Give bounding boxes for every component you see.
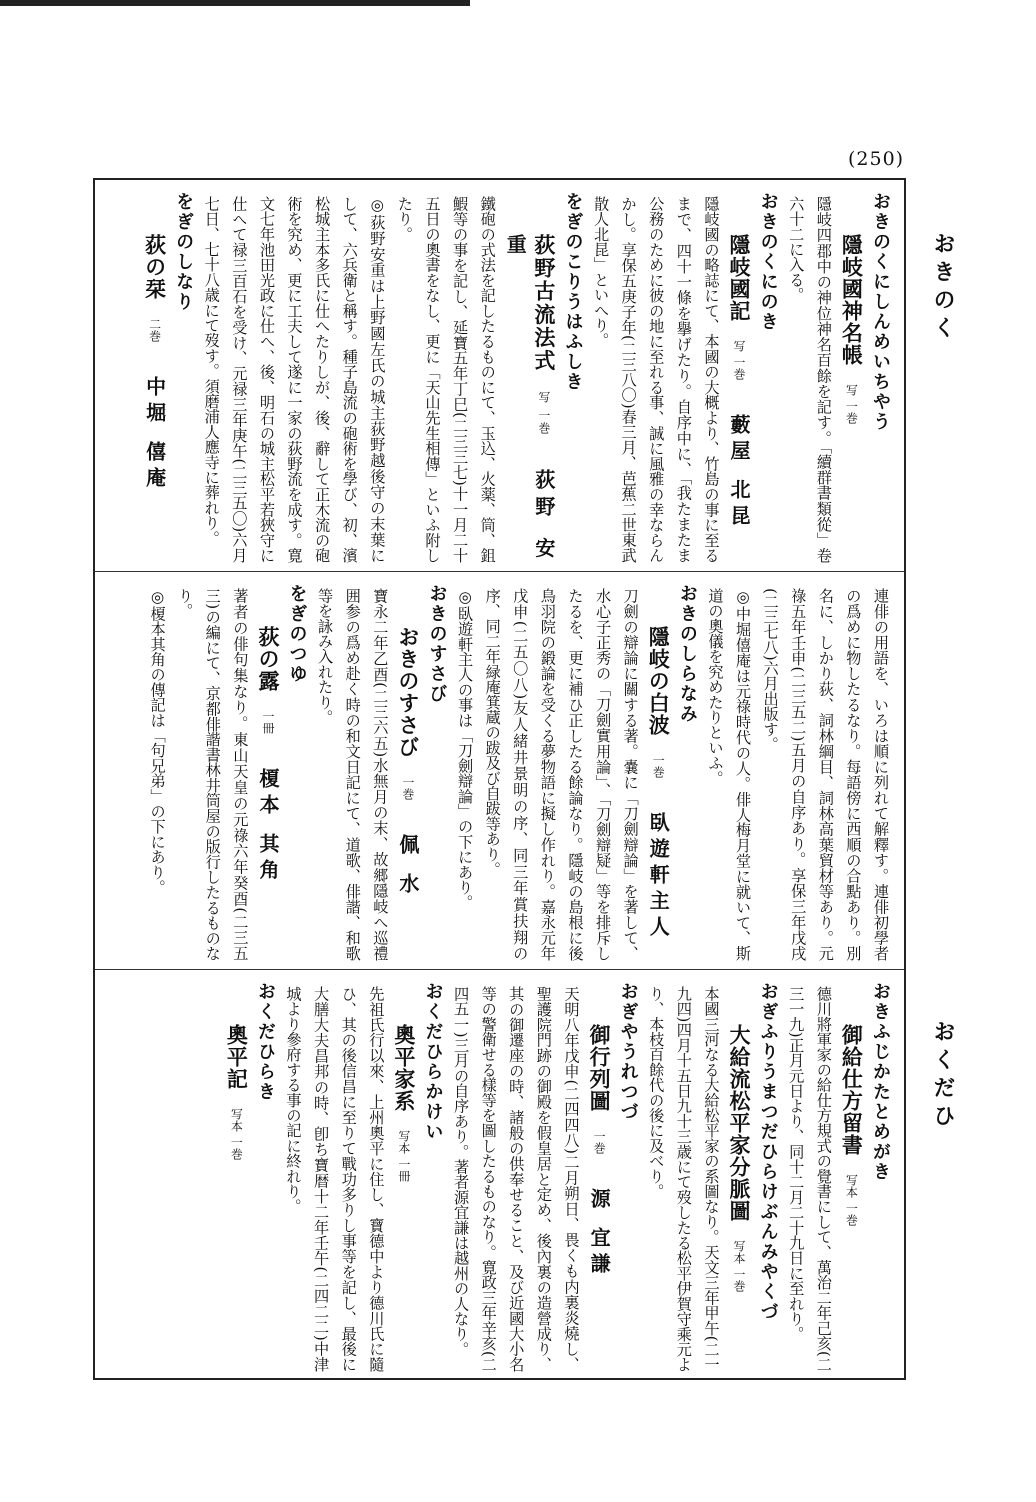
running-head-top: おきのく xyxy=(930,232,956,344)
entry-heading: おぎふりうまつだひらけぶんみやくづ xyxy=(757,982,779,1322)
entry-title-row xyxy=(253,584,282,961)
entry-title: 荻野古流法式 xyxy=(531,234,557,373)
entry-heading: おきのくにしんめいちやう xyxy=(870,192,891,432)
entry-meta: 一巻 xyxy=(400,776,415,800)
entry-title-row xyxy=(501,192,558,563)
entry-meta: 二巻 xyxy=(147,318,162,342)
entry-title-row xyxy=(724,982,753,1372)
entry-author: 榎本 其角 xyxy=(255,768,280,885)
tier-3 xyxy=(95,970,904,1380)
entry-meta: 写本 一冊 xyxy=(396,1130,411,1182)
entry-title-row xyxy=(837,192,866,563)
entry-meta: 写本 一巻 xyxy=(844,1174,859,1226)
tier-1 xyxy=(95,180,904,572)
entry-heading: おくだひらかけい xyxy=(422,982,444,1142)
entry-body: 鐵砲の式法を記したるものにて、玉込、火薬、筒、鉏鰕等の事を記し、延寶五年丁巳(二三三七)十一月二十五日の奧書をなし、更に「天山先生相傳」といふ附したり。 xyxy=(395,196,497,563)
top-rule xyxy=(0,0,470,6)
entry-meta: 写本 一巻 xyxy=(229,1108,244,1160)
entry-body: 德川將軍家の給仕方規式の覺書にして、萬治二年己亥(二三一九)正月元日より、同十二月二十九日に至れり。 xyxy=(787,986,833,1372)
entry-heading: をぎのしなり xyxy=(173,192,195,312)
entry-meta: 写本 一巻 xyxy=(732,1240,747,1292)
entry-title: 隱岐國記 xyxy=(727,234,753,322)
entry-author: 中堀 僖庵 xyxy=(142,376,167,493)
entry-author: 荻野 安重 xyxy=(503,234,556,563)
entry-author: 藪屋 北昆 xyxy=(727,413,752,531)
entry-heading: おきのしらなみ xyxy=(676,584,698,724)
entry-title: 荻の露 xyxy=(255,626,281,692)
tier-1-text xyxy=(95,180,904,571)
entry-meta: 写 一巻 xyxy=(844,384,859,424)
entry-title: 奧平記 xyxy=(224,1024,250,1090)
entry-meta: 一冊 xyxy=(260,710,275,734)
entry-title: 御給仕方留書 xyxy=(839,1024,865,1156)
running-head-bottom: おくだひ xyxy=(930,1020,956,1132)
entry-author: 源 宜謙 xyxy=(587,1188,612,1279)
entry-title: 御行列圖 xyxy=(587,1024,613,1112)
entry-body: 刀劍の辯論に關する著。嚢に「刀劍辯論」を著して、水心子正秀の「刀劍實用論」、「刀劍辯疑」等を排斥したるを、更に補ひ正したる餘論なり。隱岐の島根に後鳥羽院の鍛論を受くる夢物語に擬し作れり。嘉永元年戊申(二五〇八)友人緒井景明の序、同三年賞扶翔の序、同二年緑庵箕蔵の跋及び自跋等あり。 xyxy=(483,588,640,961)
tier-2-text xyxy=(95,572,904,969)
entry-title-row xyxy=(393,584,422,961)
entry-title: 隱岐國神名帳 xyxy=(839,234,865,366)
entry-note: ◎臥遊軒主人の事は「刀劍辯論」の下にあり。 xyxy=(456,588,475,910)
entry-body: 本國三河なる大給松平家の系圖なり。天文三年甲午(二一九四)四月十五日九十三歳にて歿したる松平伊賀守乘元より、本枝百餘代の後に及べり。 xyxy=(647,986,721,1372)
entry-title-row xyxy=(644,584,673,961)
entry-meta: 一巻 xyxy=(592,1130,607,1154)
entry-title-row xyxy=(389,982,418,1372)
entry-body: 天明八年戊申(二四四八)二月朔日、畏くも内裏炎燒し、聖護院門跡の御殿を假皇居と定め、後內裏の造營成り、其の御遷座の時、諸般の供奉せること、及び近國大小名等の警衛せる樣等を圖したるものなり。寛政三年辛亥(二四五一)三月の自序あり。著者源宜謙は越州の人なり。 xyxy=(452,986,581,1372)
entry-title-row xyxy=(837,982,866,1372)
entry-meta: 一巻 xyxy=(651,754,666,778)
entry-title: 荻の栞 xyxy=(142,234,168,300)
tier-2 xyxy=(95,572,904,970)
entry-title: 隱岐の白波 xyxy=(646,626,672,736)
entry-heading: おきのすさび xyxy=(426,584,448,704)
entry-body: 先祖氏行以來、上州奧平に住し、寶德中より德川氏に隨ひ、其の後信昌に至りて戰功多りし事等を記し、最後に大膳大夫昌邦の時、卽ち寶暦十二年壬午(二四二二)中津城より參府する事の記に終れり。 xyxy=(284,986,386,1372)
entry-author: 臥遊軒主人 xyxy=(646,812,671,942)
entry-heading: をぎのつゆ xyxy=(286,584,308,684)
entry-note: ◎榎本其角の傳記は「句兄弟」の下にあり。 xyxy=(148,588,167,895)
entry-title: おきのすさび xyxy=(395,626,421,758)
entry-heading: おきふじかたとめがき xyxy=(870,982,891,1182)
entry-meta: 写 一巻 xyxy=(536,390,551,435)
entry-heading: おぎやうれつづ xyxy=(617,982,639,1122)
page-frame xyxy=(93,178,906,1380)
page-number: (250) xyxy=(848,148,905,170)
entry-body: 隱岐國の略誌にて、本國の大概より、竹島の事に至るまで、四十一條を擧げたり。自序中に、「我たまたま公務のために彼の地に至れる事、誠に風雅の幸ならんかし。享保五庚子年(二三八〇)春三月、芭蕉二世東武散人北昆」といへり。 xyxy=(592,196,721,563)
entry-title: 奧平家系 xyxy=(391,1024,417,1112)
entry-title-row xyxy=(140,192,169,563)
entry-title-row xyxy=(724,192,753,563)
entry-heading: おきのくにのき xyxy=(757,192,779,332)
entry-author: 佩 水 xyxy=(395,834,420,899)
entry-title-row xyxy=(584,982,613,1372)
tier-3-text xyxy=(95,970,904,1380)
entry-note: ◎中堀僖庵は元祿時代の人。俳人梅月堂に就いて、斯道の奧儀を究めたりといふ。 xyxy=(706,588,753,961)
entry-title: 大給流松平家分脈圖 xyxy=(727,1024,753,1222)
entry-meta: 写 一巻 xyxy=(732,340,747,380)
entry-heading: おくだひらき xyxy=(254,982,276,1102)
entry-heading: をぎのこりうはふしき xyxy=(562,192,584,392)
entry-body: 連俳の用語を、いろは順に列れて解釋す。連俳初學者の爲めに物したるなり。每語傍に西順の合點あり。別名に、しかり荻、詞林綱目、詞林高葉貿材等あり。元祿五年壬申(二三五二)五月の自序あり。享保三年戊戌(二三七八)六月出版す。 xyxy=(761,588,890,961)
entry-body: 寶永二年乙酉(二三六五)水無月の末、故郷隱岐へ巡禮囲参の爲め赴く時の和文日記にて、道歌、俳諧、和歌等を詠み入れたり。 xyxy=(316,588,390,961)
entry-title-row xyxy=(222,982,251,1372)
entry-body: 隱岐四郡中の神位神名百餘を記す。「續群書類從」卷六十二に入る。 xyxy=(787,196,833,563)
entry-note: ◎荻野安重は上野國左氏の城主荻野越後守の末葉にして、六兵衛と稱す。種子島流の砲術を學び、初、濱松城主本多氏に仕へたりしが、後、辭して正木流の砲術を究め、更に工夫して遂に一家の荻野流を成す。寛文七年池田光政に仕へ、後、明石の城主松平若狹守に仕へて禄三百石を受け、元禄三年庚午(二三五〇)六月七日、七十八歳にて歿す。須磨浦人應寺に葬れり。 xyxy=(202,196,387,563)
entry-body: 著者の俳句集なり。東山天皇の元祿六年癸酉(二三五三)の編にて、京都俳諧書林井筒屋の版行したるものなり。 xyxy=(176,588,250,961)
